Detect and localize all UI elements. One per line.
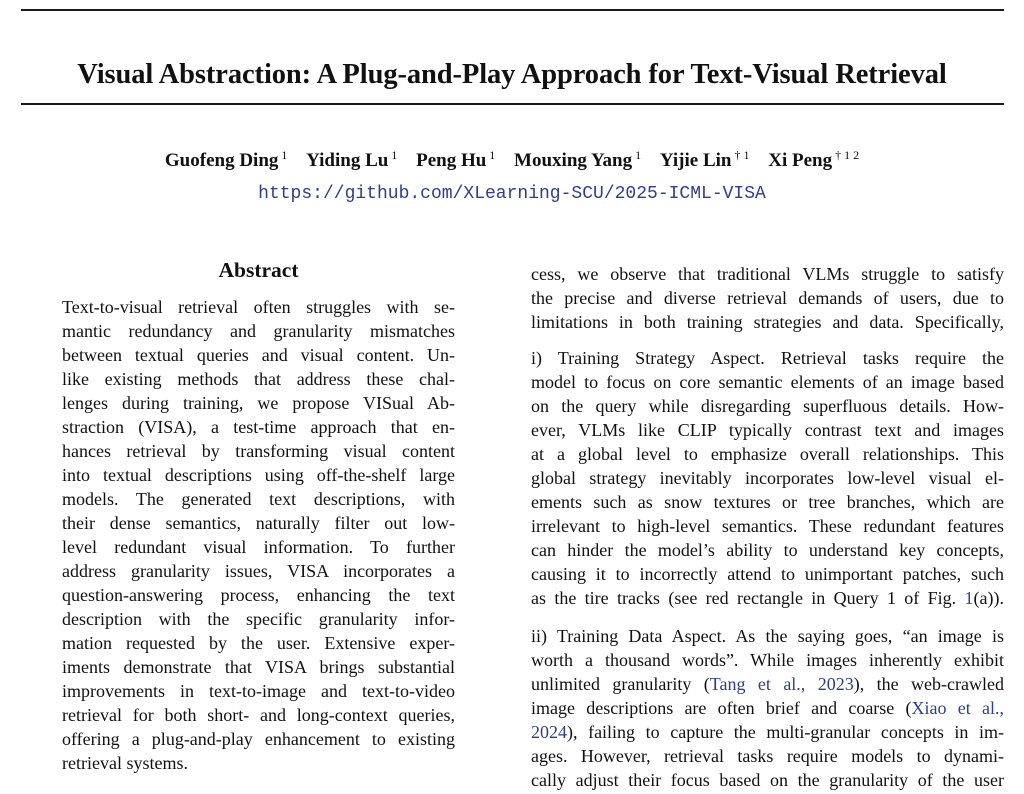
abstract-line: hances retrieval by transforming visual content — [62, 441, 455, 461]
abstract-line: mantic redundancy and granularity mismatches — [62, 321, 455, 341]
author: Yiding Lu $^1$ — [306, 148, 398, 171]
abstract-line: iments demonstrate that VISA brings substantial — [62, 657, 455, 677]
abstract-line: models. The generated text descriptions, with — [62, 489, 455, 509]
body-line: i) Training Strategy Aspect. Retrieval tasks require the — [531, 348, 1004, 368]
abstract-line: their dense semantics, naturally filter out low- — [62, 513, 455, 533]
body-line: ever, VLMs like CLIP typically contrast text and images — [531, 420, 1004, 440]
author: Mouxing Yang $^1$ — [514, 148, 642, 171]
body-line: model to focus on core semantic elements of an image based — [531, 372, 1004, 392]
paper-title: Visual Abstraction: A Plug-and-Play Approach for Text-Visual Retrieval — [77, 59, 947, 91]
abstract-line: Text-to-visual retrieval often struggles with se- — [62, 297, 455, 317]
training-data-paragraph — [531, 624, 1004, 792]
author: Yijie Lin $^{\dagger 1}$ — [659, 148, 750, 171]
abstract-body — [62, 295, 455, 775]
top-rule — [21, 9, 1004, 11]
body-line: irrelevant to high-level semantics. These redundant features — [531, 516, 1004, 536]
intro-paragraph — [531, 262, 1004, 334]
body-line: can hinder the model’s ability to understand key concepts, — [531, 540, 1004, 560]
author-list — [0, 148, 1024, 172]
body-line: the precise and diverse retrieval demands of users, due to — [531, 288, 1004, 308]
body-line: limitations in both training strategies and data. Specifically, — [531, 312, 1004, 332]
abstract-line: level redundant visual information. To further — [62, 537, 455, 557]
abstract-line: description with the specific granularity infor- — [62, 609, 455, 629]
body-line: global strategy inevitably incorporates low-level visual el- — [531, 468, 1004, 488]
body-line: causing it to incorrectly attend to unimportant patches, such — [531, 564, 1004, 584]
body-line: worth a thousand words”. While images inherently exhibit — [531, 650, 1004, 670]
abstract-line: mation requested by the user. Extensive exper- — [62, 633, 455, 653]
citation-link[interactable]: Xiao et al., — [911, 698, 1004, 718]
body-line: on the query while disregarding superfluous details. How- — [531, 396, 1004, 416]
abstract-line: between textual queries and visual content. Un- — [62, 345, 455, 365]
body-line: unlimited granularity (Tang et al., 2023), the web-crawled — [531, 674, 1004, 694]
abstract-heading: Abstract — [218, 258, 299, 282]
body-line: as the tire tracks (see red rectangle in Query 1 of Fig. 1(a)). — [531, 588, 1004, 608]
citation-link[interactable]: 2024 — [531, 722, 567, 742]
figure-ref-link[interactable]: 1 — [964, 588, 974, 608]
training-strategy-paragraph — [531, 346, 1004, 610]
body-line: ii) Training Data Aspect. As the saying goes, “an image is — [531, 626, 1004, 646]
body-line: ements such as snow textures or tree branches, which are — [531, 492, 1004, 512]
author: Guofeng Ding $^1$ — [164, 148, 288, 171]
abstract-line: retrieval for both short- and long-context queries, — [62, 705, 455, 725]
author: Xi Peng $^{\dagger 1 2}$ — [768, 148, 860, 171]
abstract-line: into textual descriptions using off-the-shelf large — [62, 465, 455, 485]
body-line: image descriptions are often brief and coarse (Xiao et al., — [531, 698, 1004, 718]
abstract-line: question-answering process, enhancing the text — [62, 585, 455, 605]
abstract-line: retrieval systems. — [62, 753, 188, 773]
abstract-line: straction (VISA), a test-time approach that en- — [62, 417, 455, 437]
abstract-line: address granularity issues, VISA incorporates a — [62, 561, 455, 581]
citation-link[interactable]: Tang et al., 2023 — [709, 674, 854, 694]
body-line: cally adjust their focus based on the granularity of the user — [531, 770, 1004, 790]
title-bottom-rule — [21, 103, 1004, 105]
abstract-line: improvements in text-to-image and text-to-video — [62, 681, 455, 701]
abstract-line: lenges during training, we propose VISual Ab- — [62, 393, 455, 413]
body-line: cess, we observe that traditional VLMs struggle to satisfy — [531, 264, 1004, 284]
repo-link[interactable]: https://github.com/XLearning-SCU/2025-ICML-VISA — [258, 184, 766, 204]
author: Peng Hu $^1$ — [416, 148, 496, 171]
body-line: at a global level to emphasize overall relationships. This — [531, 444, 1004, 464]
abstract-line: like existing methods that address these chal- — [62, 369, 455, 389]
body-line: 2024), failing to capture the multi-granular concepts in im- — [531, 722, 1004, 742]
abstract-line: offering a plug-and-play enhancement to existing — [62, 729, 455, 749]
body-line: ages. However, retrieval tasks require models to dynami- — [531, 746, 1004, 766]
